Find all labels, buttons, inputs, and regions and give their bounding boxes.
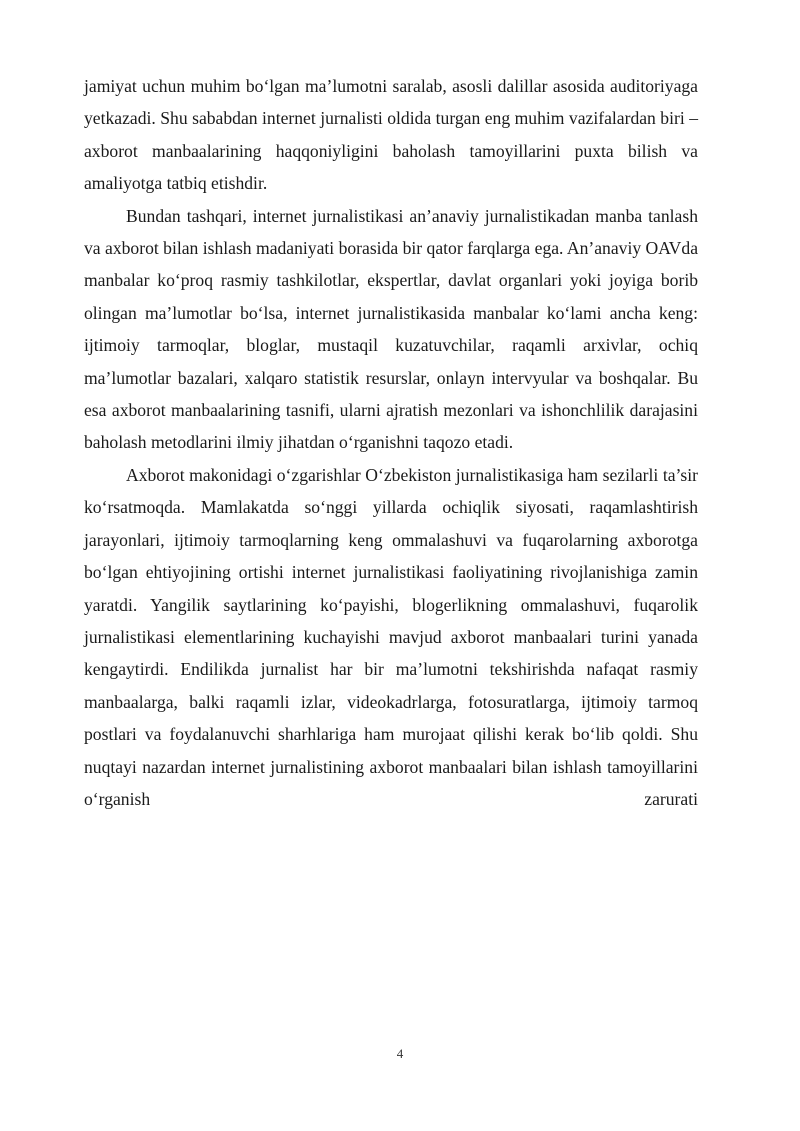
paragraph: Axborot makonidagi o‘zgarishlar O‘zbekiston jurnalistikasiga ham sezilarli ta’sir ko‘rsatmoqda. Mamlakatda so‘nggi yillarda ochiqlik siyosati, raqamlashtirish jarayonlari, ijtimoiy tarmoqlarning keng ommalashuvi va fuqarolarning axborotga bo‘lgan ehtiyojining ortishi internet jurnalistikasi faoliyatining rivojlanishiga zamin yaratdi. Yangilik saytlarining ko‘payishi, blogerlikning ommalashuvi, fuqarolik jurnalistikasi elementlarining kuchayishi mavjud axborot manbaalari turini yanada kengaytirdi. Endilikda jurnalist har bir ma’lumotni tekshirishda nafaqat rasmiy manbaalarga, balki raqamli izlar, videokadrlarga, fotosuratlarga, ijtimoiy tarmoq postlari va foydalanuvchi sharhlariga ham murojaat qilishi kerak bo‘lib qoldi. Shu nuqtayi nazardan internet jurnalistining axborot manbaalari bilan ishlash tamoyillarini o‘rganish zarurati [84,464,698,809]
body-text [84,70,698,815]
page-number: 4 [396,1046,404,1061]
paragraph: Bundan tashqari, internet jurnalistikasi an’anaviy jurnalistikadan manba tanlash va axborot bilan ishlash madaniyati borasida bir qator farqlarga ega. An’anaviy OAVda manbalar ko‘proq rasmiy tashkilotlar, ekspertlar, davlat organlari yoki joyiga borib olingan ma’lumotlar bo‘lsa, internet jurnalistikasida manbalar ko‘lami ancha keng: ijtimoiy tarmoqlar, bloglar, mustaqil kuzatuvchilar, raqamli arxivlar, ochiq ma’lumotlar bazalari, xalqaro statistik resurslar, onlayn intervyular va boshqalar. Bu esa axborot manbaalarining tasnifi, ularni ajratish mezonlari va ishonchlilik darajasini baholash metodlarini ilmiy jihatdan o‘rganishni taqozo etadi. [84,205,698,453]
paragraph-continued: jamiyat uchun muhim bo‘lgan ma’lumotni saralab, asosli dalillar asosida auditoriyaga yetkazadi. Shu sababdan internet jurnalisti oldida turgan eng muhim vazifalardan biri – axborot manbaalarining haqqoniyligini baholash tamoyillarini puxta bilish va amaliyotga tatbiq etishdir. [84,76,698,194]
